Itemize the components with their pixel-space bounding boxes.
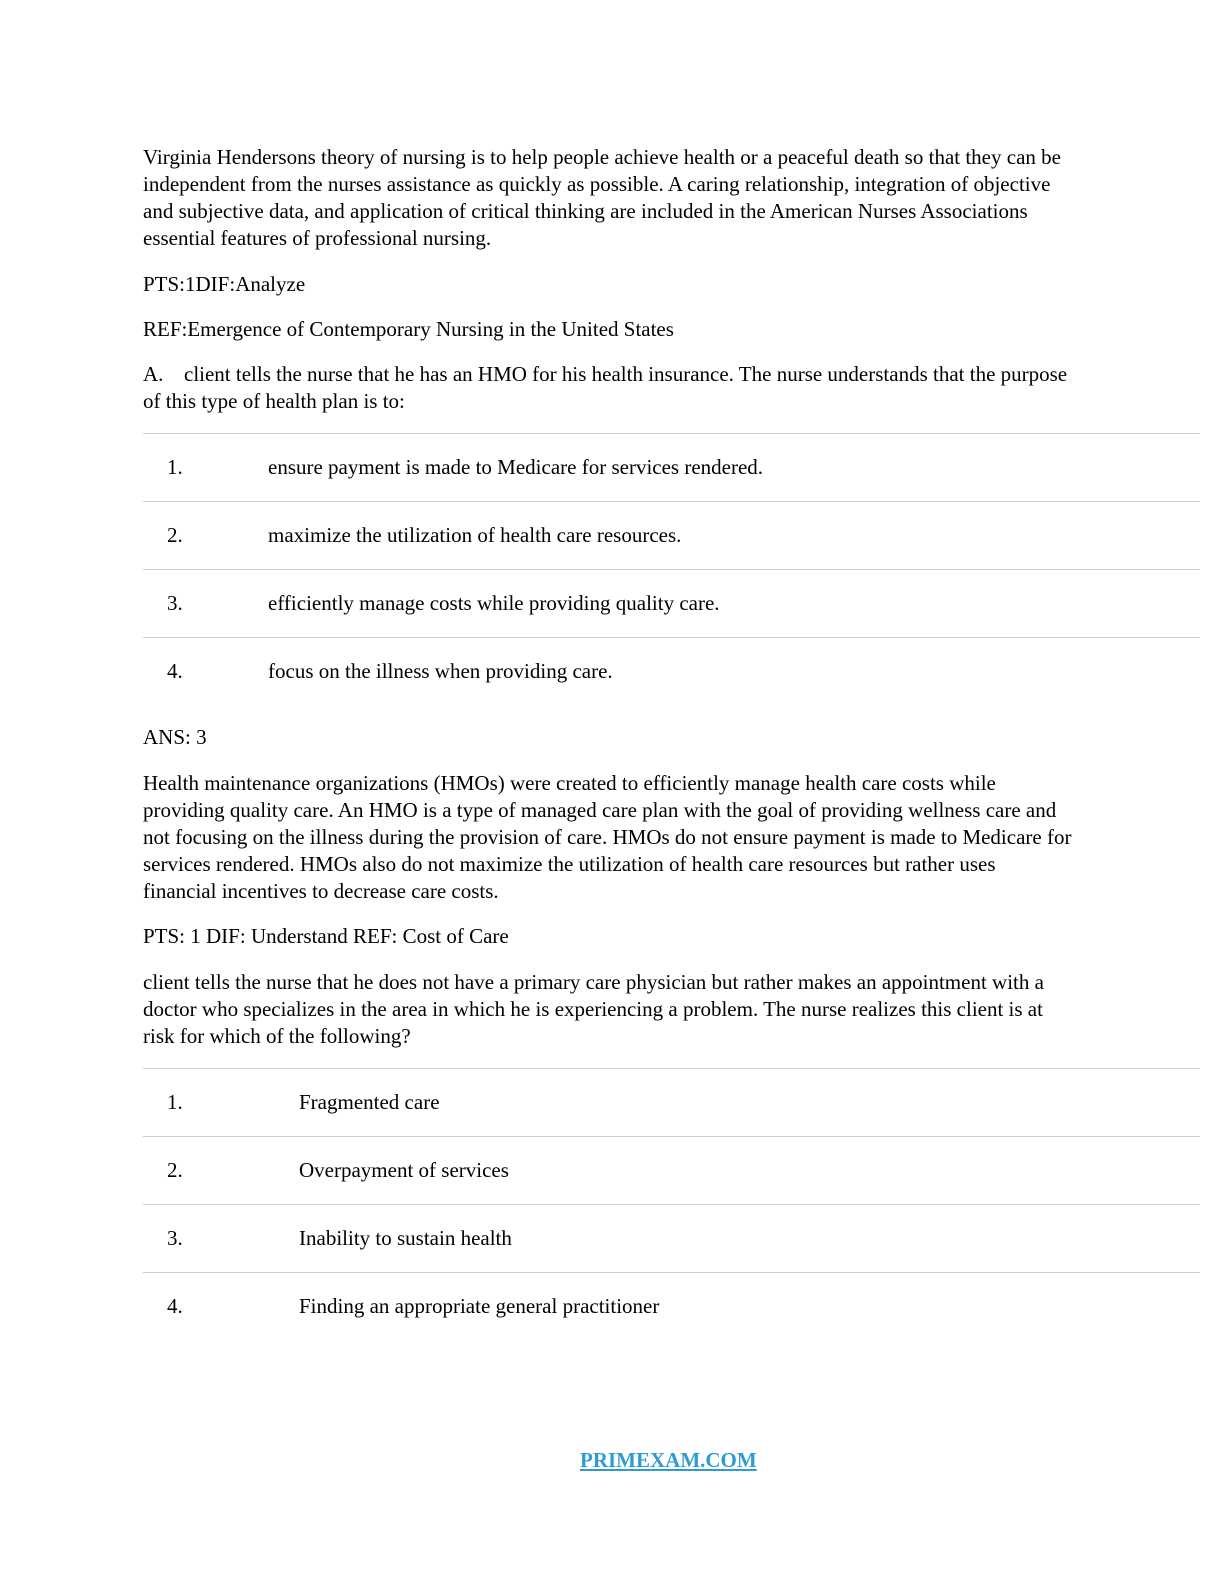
question-1-answer: ANS: 3 xyxy=(143,725,207,749)
option-number: 3. xyxy=(167,591,183,615)
option-number: 3. xyxy=(167,1226,183,1250)
option-number: 4. xyxy=(167,659,183,683)
option-number: 4. xyxy=(167,1294,183,1318)
option-text: focus on the illness when providing care. xyxy=(268,659,613,683)
intro-paragraph: Virginia Hendersons theory of nursing is to help people achieve health or a peaceful death so that they can be independent from the nurses assistance as quickly as possible. A caring relationship, integration of objective and subjective data, and application of critical thinking are included in the American Nurses Associations essential features of professional nursing. xyxy=(143,145,1061,250)
option-row[interactable] xyxy=(143,1069,1200,1137)
q0-meta-ref: REF:Emergence of Contemporary Nursing in the United States xyxy=(143,317,674,341)
option-number: 1. xyxy=(167,455,183,479)
footer-site-link[interactable]: PRIMEXAM.COM xyxy=(580,1448,757,1472)
question-1-options xyxy=(143,433,1200,705)
question-1-prefix: A. xyxy=(143,362,164,386)
option-number: 2. xyxy=(167,1158,183,1182)
question-2-stem: client tells the nurse that he does not have a primary care physician but rather makes an appointment with a doctor who specializes in the area in which he is experiencing a problem. The nurse realizes this client is at risk for which of the following? xyxy=(143,970,1044,1048)
question-1-text: client tells the nurse that he has an HMO for his health insurance. The nurse understands that the purpose of this type of health plan is to: xyxy=(143,362,1068,413)
option-row[interactable] xyxy=(143,1137,1200,1205)
option-row[interactable] xyxy=(143,1273,1200,1340)
option-row[interactable] xyxy=(143,502,1200,570)
question-1-stem xyxy=(143,361,1073,415)
q0-meta-pts-dif: PTS:1DIF:Analyze xyxy=(143,272,306,296)
option-row[interactable] xyxy=(143,1205,1200,1273)
question-1-rationale: Health maintenance organizations (HMOs) were created to efficiently manage health care costs while providing quality care. An HMO is a type of managed care plan with the goal of providing wellness care and not focusing on the illness during the provision of care. HMOs do not ensure payment is made to Medicare for services rendered. HMOs also do not maximize the utilization of health care resources but rather uses financial incentives to decrease care costs. xyxy=(143,771,1072,903)
option-number: 2. xyxy=(167,523,183,547)
option-text: efficiently manage costs while providing quality care. xyxy=(268,591,720,615)
question-1-meta: PTS: 1 DIF: Understand REF: Cost of Care xyxy=(143,924,509,948)
option-text: ensure payment is made to Medicare for services rendered. xyxy=(268,455,764,479)
option-text: Inability to sustain health xyxy=(299,1226,512,1250)
option-text: Fragmented care xyxy=(299,1090,440,1114)
question-2-options xyxy=(143,1068,1200,1340)
option-row[interactable] xyxy=(143,570,1200,638)
option-row[interactable] xyxy=(143,434,1200,502)
option-text: maximize the utilization of health care resources. xyxy=(268,523,682,547)
option-row[interactable] xyxy=(143,638,1200,705)
option-number: 1. xyxy=(167,1090,183,1114)
option-text: Overpayment of services xyxy=(299,1158,509,1182)
option-text: Finding an appropriate general practitioner xyxy=(299,1294,660,1318)
